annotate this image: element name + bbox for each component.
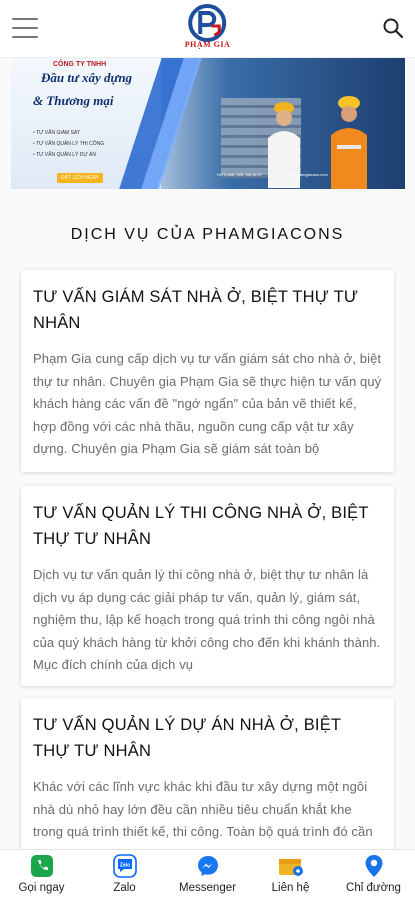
nav-call-button[interactable] [0,850,83,901]
card-title[interactable]: TƯ VẤN GIÁM SÁT NHÀ Ở, BIỆT THỰ TƯ NHÂN [33,288,359,332]
banner-title: Đầu tư xây dựng [41,70,133,85]
hamburger-menu-icon[interactable] [12,18,38,38]
nav-zalo-button[interactable] [83,850,166,901]
card-excerpt: Dịch vụ tư vấn quản lý thi công nhà ở, biệt thự tư nhân là dịch vụ áp dụng các giải pháp tư vấn, quản lý, giám sát, nghiệm thu, lập kế hoạch trong quá trình thi công ngôi nhà của quý khách hàng từ khởi công cho đến khi khánh thành. Mục đích chính của dịch vụ [33,567,381,672]
svg-text:Zalo: Zalo [119,862,130,869]
logo-text: PHẠM GIA [184,40,231,49]
service-card[interactable] [21,270,394,472]
nav-directions-button[interactable] [332,850,415,901]
map-pin-icon [332,854,415,878]
brand-logo[interactable] [185,4,231,49]
nav-label: Gọi ngay [18,882,65,894]
banner-service-list [33,128,104,161]
nav-messenger-button[interactable] [166,850,249,901]
search-icon[interactable] [383,18,403,43]
nav-contact-button[interactable] [249,850,332,901]
banner-website: Web: phamgiacons.com [285,172,328,177]
banner-title: & Thương mại [33,93,114,108]
section-title: DỊCH VỤ CỦA PHAMGIACONS [70,226,345,243]
nav-label: Liên hệ [271,882,310,894]
phone-icon [0,854,83,878]
card-excerpt: Khác với các lĩnh vực khác khi đầu tư xây dựng một ngôi nhà dù nhỏ hay lớn đều cần nhiều tiêu chuẩn khắt khe trong quá trình thiết kế, thi công. Toàn bộ quá trình đó cần [33,779,373,839]
bottom-nav-bar [0,849,415,901]
banner-service-item: • TƯ VẤN GIÁM SÁT [33,128,104,139]
zalo-icon [83,854,166,878]
banner-hotline: HOTLINE: 028 766 28 97 [217,172,263,177]
top-header [0,0,415,58]
banner-company: CÔNG TY TNHH [53,61,107,68]
nav-label: Messenger [179,882,236,894]
banner-service-item: • TƯ VẤN QUẢN LÝ DỰ ÁN [33,150,104,161]
card-title[interactable]: TƯ VẤN QUẢN LÝ DỰ ÁN NHÀ Ở, BIỆT THỰ TƯ NHÂN [33,716,341,760]
hero-banner[interactable] [11,58,405,189]
nav-label: Chỉ đường [346,882,401,894]
worker-image [329,93,369,189]
banner-cta-button[interactable]: ĐẶT LỊCH NGAY [57,173,103,183]
card-title[interactable]: TƯ VẤN QUẢN LÝ THI CÔNG NHÀ Ở, BIỆT THỰ TƯ NHÂN [33,504,369,548]
contact-card-icon [249,854,332,878]
messenger-icon [166,854,249,878]
logo-mark-icon [188,4,228,42]
nav-label: Zalo [113,882,136,894]
banner-service-item: • TƯ VẤN QUẢN LÝ THI CÔNG [33,139,104,150]
card-excerpt: Phạm Gia cung cấp dịch vụ tư vấn giám sát cho nhà ở, biệt thự tư nhân. Chuyên gia Phạm Gia sẽ thực hiện tư vấn quý khách hàng các vấn đề "ngớ ngẩn" của bản vẽ thiết kế, hợp đồng với các nhà thầu, nguồn cung cấp vật tư xây dựng. Chuyên gia Phạm Gia sẽ giám sát toàn bộ [33,351,382,456]
service-card[interactable] [21,486,394,686]
